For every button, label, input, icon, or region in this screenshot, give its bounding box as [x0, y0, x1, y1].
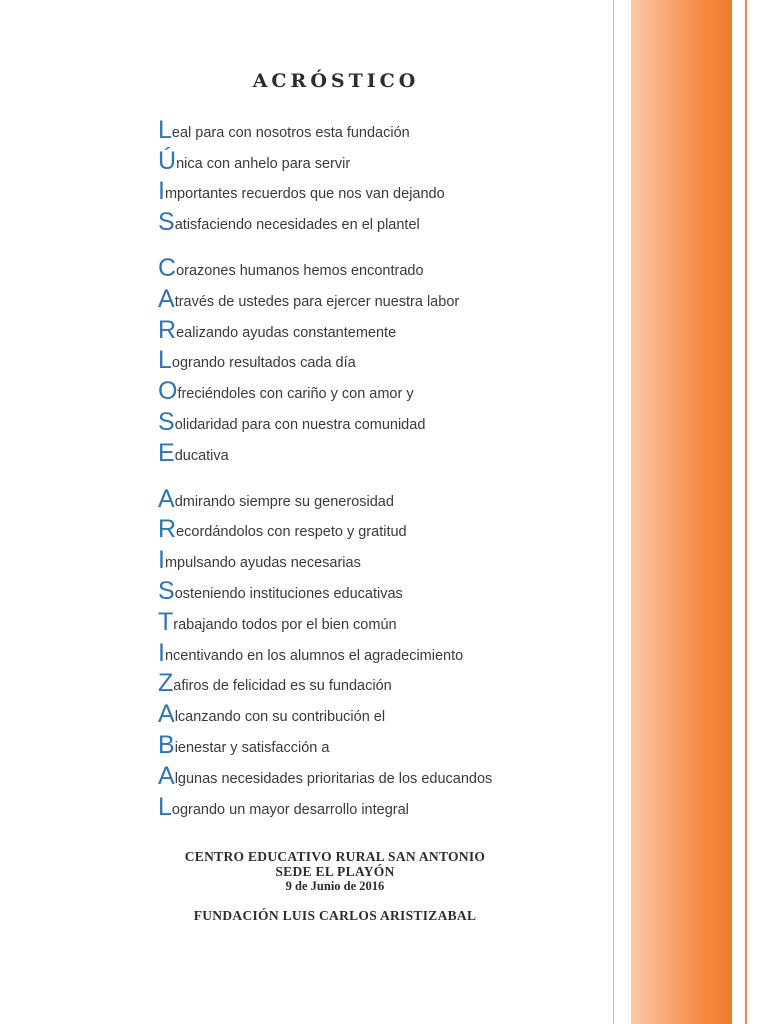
acrostic-initial-letter: L — [158, 792, 172, 821]
poem-line — [158, 542, 598, 573]
acrostic-initial-letter: Ú — [158, 146, 177, 175]
footer-campus: SEDE EL PLAYÓN — [275, 864, 395, 879]
poem-line — [158, 573, 598, 604]
poem-line-text: afiros de felicidad es su fundación — [173, 678, 392, 695]
acrostic-initial-letter: L — [158, 346, 172, 375]
poem-line — [158, 404, 598, 435]
poem-line — [158, 727, 598, 758]
poem-line — [158, 758, 598, 789]
acrostic-initial-letter: A — [158, 700, 175, 729]
acrostic-initial-letter: A — [158, 284, 175, 313]
acrostic-initial-letter: T — [158, 607, 174, 636]
poem-line — [158, 635, 598, 666]
poem-line — [158, 174, 598, 205]
poem-line — [158, 666, 598, 697]
poem-line — [158, 435, 598, 466]
footer-foundation: FUNDACIÓN LUIS CARLOS ARISTIZABAL — [193, 908, 477, 923]
acrostic-poem — [158, 112, 598, 835]
poem-line-text: ncentivando en los alumnos el agradecimiento — [164, 647, 464, 664]
poem-line — [158, 143, 598, 174]
poem-line — [158, 373, 598, 404]
acrostic-initial-letter: S — [158, 407, 175, 436]
decorative-rule-right — [745, 0, 747, 1024]
poem-line-text: olidaridad para con nuestra comunidad — [174, 416, 426, 433]
poem-line-text: ienestar y satisfacción a — [174, 739, 330, 756]
poem-line — [158, 312, 598, 343]
poem-line-text: ogrando un mayor desarrollo integral — [171, 801, 409, 818]
poem-line-text: ealizando ayudas constantemente — [176, 324, 397, 341]
acrostic-initial-letter: E — [158, 438, 175, 467]
acrostic-initial-letter: I — [158, 638, 165, 667]
acrostic-initial-letter: A — [158, 761, 175, 790]
acrostic-initial-letter: S — [158, 576, 175, 605]
poem-line — [158, 112, 598, 143]
poem-line-text: dmirando siempre su generosidad — [174, 493, 394, 510]
acrostic-initial-letter: C — [158, 253, 177, 282]
poem-line-text: eal para con nosotros esta fundación — [171, 124, 410, 141]
footer-date: 9 de Junio de 2016 — [285, 879, 385, 893]
stanza — [158, 481, 598, 820]
acrostic-initial-letter: L — [158, 115, 172, 144]
poem-line-text: freciéndoles con cariño y con amor y — [177, 386, 414, 403]
acrostic-initial-letter: A — [158, 484, 175, 513]
poem-line — [158, 281, 598, 312]
acrostic-initial-letter: S — [158, 208, 175, 237]
poem-line-text: ecordándolos con respeto y gratitud — [176, 524, 407, 541]
stanza — [158, 112, 598, 235]
poem-line-text: mpulsando ayudas necesarias — [164, 555, 361, 572]
poem-line-text: rabajando todos por el bien común — [173, 616, 397, 633]
acrostic-initial-letter: B — [158, 730, 175, 759]
acrostic-initial-letter: I — [158, 177, 165, 206]
poem-line-text: ogrando resultados cada día — [171, 355, 356, 372]
poem-line-text: mportantes recuerdos que nos van dejando — [164, 186, 445, 203]
poem-line-text: lcanzando con su contribución el — [174, 709, 386, 726]
poem-line — [158, 696, 598, 727]
poem-line-text: nica con anhelo para servir — [176, 155, 351, 172]
poem-line — [158, 512, 598, 543]
poem-line — [158, 789, 598, 820]
poem-line-text: ducativa — [174, 447, 229, 464]
poem-line-text: lgunas necesidades prioritarias de los educandos — [174, 770, 493, 787]
footer-institution: CENTRO EDUCATIVO RURAL SAN ANTONIO — [184, 849, 486, 864]
acrostic-initial-letter: R — [158, 515, 177, 544]
poem-line — [158, 204, 598, 235]
acrostic-initial-letter: O — [158, 377, 178, 406]
poem-line-text: osteniendo instituciones educativas — [174, 585, 403, 602]
poem-line-text: orazones humanos hemos encontrado — [176, 262, 424, 279]
poem-line — [158, 250, 598, 281]
poem-line — [158, 343, 598, 374]
acrostic-initial-letter: Z — [158, 669, 174, 698]
poem-title: ACRÓSTICO — [252, 70, 420, 92]
acrostic-initial-letter: I — [158, 546, 165, 575]
poem-line — [158, 481, 598, 512]
poem-line-text: atisfaciendo necesidades en el plantel — [174, 217, 420, 234]
acrostic-initial-letter: R — [158, 315, 177, 344]
poem-line-text: través de ustedes para ejercer nuestra labor — [174, 293, 460, 310]
poem-line — [158, 604, 598, 635]
stanza — [158, 250, 598, 466]
